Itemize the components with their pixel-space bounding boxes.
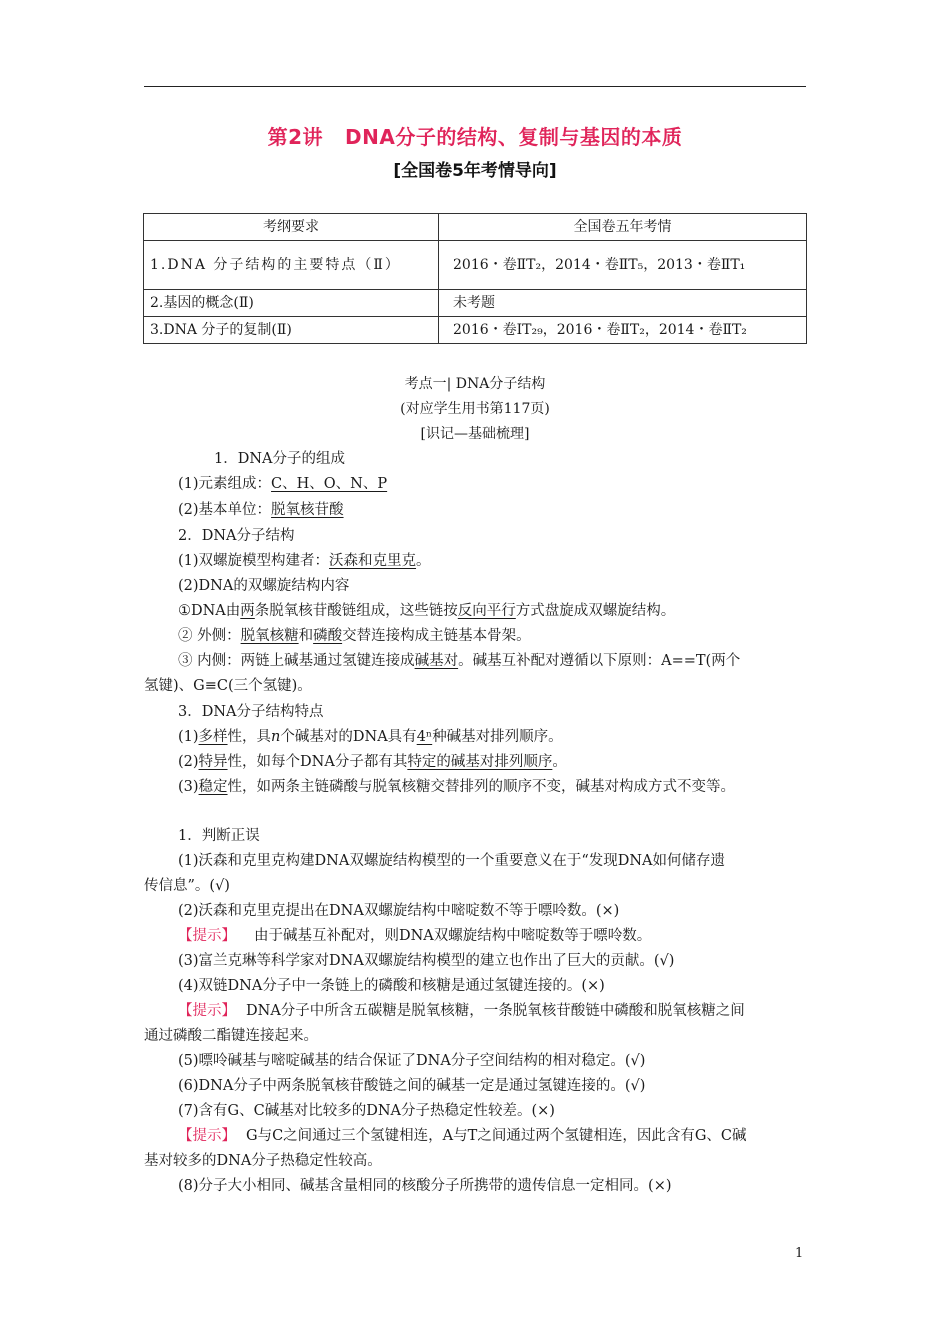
table-cell-exam: 2016・卷ⅠT₂₉，2016・卷ⅡT₂，2014・卷ⅡT₂	[439, 317, 807, 344]
item-outside: ② 外侧：脱氧核糖和磷酸交替连接构成主链基本骨架。	[178, 628, 531, 644]
table-row	[144, 290, 807, 317]
item-specificity: (2)特异性，如每个DNA分子都有其特定的碱基对排列顺序。	[178, 754, 567, 770]
judge-item: (3)富兰克琳等科学家对DNA双螺旋结构模型的建立也作出了巨大的贡献。(√)	[178, 953, 675, 969]
tip-line-cont: 基对较多的DNA分子热稳定性较高。	[144, 1153, 382, 1169]
item-inside: ③ 内侧：两链上碱基通过氢键连接成碱基对。碱基互补配对遵循以下原则：A==T(两个	[178, 653, 741, 669]
item-builders: (1)双螺旋模型构建者：沃森和克里克。	[178, 553, 431, 569]
item-helix: (2)DNA的双螺旋结构内容	[178, 578, 350, 594]
table-row	[144, 317, 807, 344]
judge-item: (5)嘌呤碱基与嘧啶碱基的结合保证了DNA分子空间结构的相对稳定。(√)	[178, 1053, 646, 1069]
page-title: 第2讲 DNA分子的结构、复制与基因的本质	[267, 125, 683, 149]
tip-line: 【提示】 由于碱基互补配对，则DNA双螺旋结构中嘧啶数等于嘌呤数。	[178, 928, 652, 944]
table-row	[144, 241, 807, 290]
tip-label: 【提示】	[178, 1003, 236, 1019]
table-cell-exam: 2016・卷ⅡT₂，2014・卷ⅡT₅，2013・卷ⅡT₁	[439, 241, 807, 290]
heading-features: 3．DNA分子结构特点	[178, 704, 324, 720]
judge-item: (6)DNA分子中两条脱氧核苷酸链之间的碱基一定是通过氢键连接的。(√)	[178, 1078, 646, 1094]
table-cell-req: 1.DNA 分子结构的主要特点（Ⅱ）	[144, 241, 439, 290]
tip-label: 【提示】	[178, 928, 236, 944]
judge-item-cont: 传信息”。(√)	[144, 878, 230, 894]
table-cell-exam: 未考题	[439, 290, 807, 317]
table-header-cell: 考纲要求	[144, 214, 439, 241]
heading-composition: 1．DNA分子的组成	[214, 451, 346, 467]
item-inside-cont: 氢键)、G≡C(三个氢键)。	[144, 678, 312, 694]
judge-item: (1)沃森和克里克构建DNA双螺旋结构模型的一个重要意义在于“发现DNA如何储存遗	[178, 853, 726, 869]
judge-item: (8)分子大小相同、碱基含量相同的核酸分子所携带的遗传信息一定相同。(×)	[178, 1178, 672, 1194]
item-stability: (3)稳定性，如两条主链磷酸与脱氧核糖交替排列的顺序不变，碱基对构成方式不变等。	[178, 779, 736, 795]
exam-table	[143, 213, 807, 344]
page-number: 1	[795, 1246, 804, 1261]
heading-judge: 1．判断正误	[178, 828, 260, 844]
section-ref: (对应学生用书第117页)	[400, 401, 550, 417]
item-diversity: (1)多样性，具n个碱基对的DNA具有4ⁿ种碱基对排列顺序。	[178, 729, 563, 745]
tip-line: 【提示】 G与C之间通过三个氢键相连，A与T之间通过两个氢键相连，因此含有G、C碱	[178, 1128, 747, 1144]
tip-label: 【提示】	[178, 1128, 236, 1144]
judge-item: (2)沃森和克里克提出在DNA双螺旋结构中嘧啶数不等于嘌呤数。(×)	[178, 903, 620, 919]
page-subtitle: [全国卷5年考情导向]	[393, 161, 557, 181]
item-elements: (1)元素组成：C、H、O、N、P	[178, 476, 388, 492]
table-header-cell: 全国卷五年考情	[439, 214, 807, 241]
item-unit: (2)基本单位：脱氧核苷酸	[178, 502, 344, 518]
table-header-row	[144, 214, 807, 241]
judge-item: (4)双链DNA分子中一条链上的磷酸和核糖是通过氢键连接的。(×)	[178, 978, 605, 994]
top-rule	[144, 86, 806, 87]
item-chains: ①DNA由两条脱氧核苷酸链组成，这些链按反向平行方式盘旋成双螺旋结构。	[178, 603, 676, 619]
tip-line-cont: 通过磷酸二酯键连接起来。	[144, 1028, 318, 1044]
tip-line: 【提示】 DNA分子中所含五碳糖是脱氧核糖，一条脱氧核苷酸链中磷酸和脱氧核糖之间	[178, 1003, 745, 1019]
table-cell-req: 3.DNA 分子的复制(Ⅱ)	[144, 317, 439, 344]
section-tag: [识记—基础梳理]	[420, 426, 530, 442]
heading-structure: 2．DNA分子结构	[178, 528, 295, 544]
table-cell-req: 2.基因的概念(Ⅱ)	[144, 290, 439, 317]
section-heading: 考点一| DNA分子结构	[404, 376, 546, 392]
judge-item: (7)含有G、C碱基对比较多的DNA分子热稳定性较差。(×)	[178, 1103, 555, 1119]
